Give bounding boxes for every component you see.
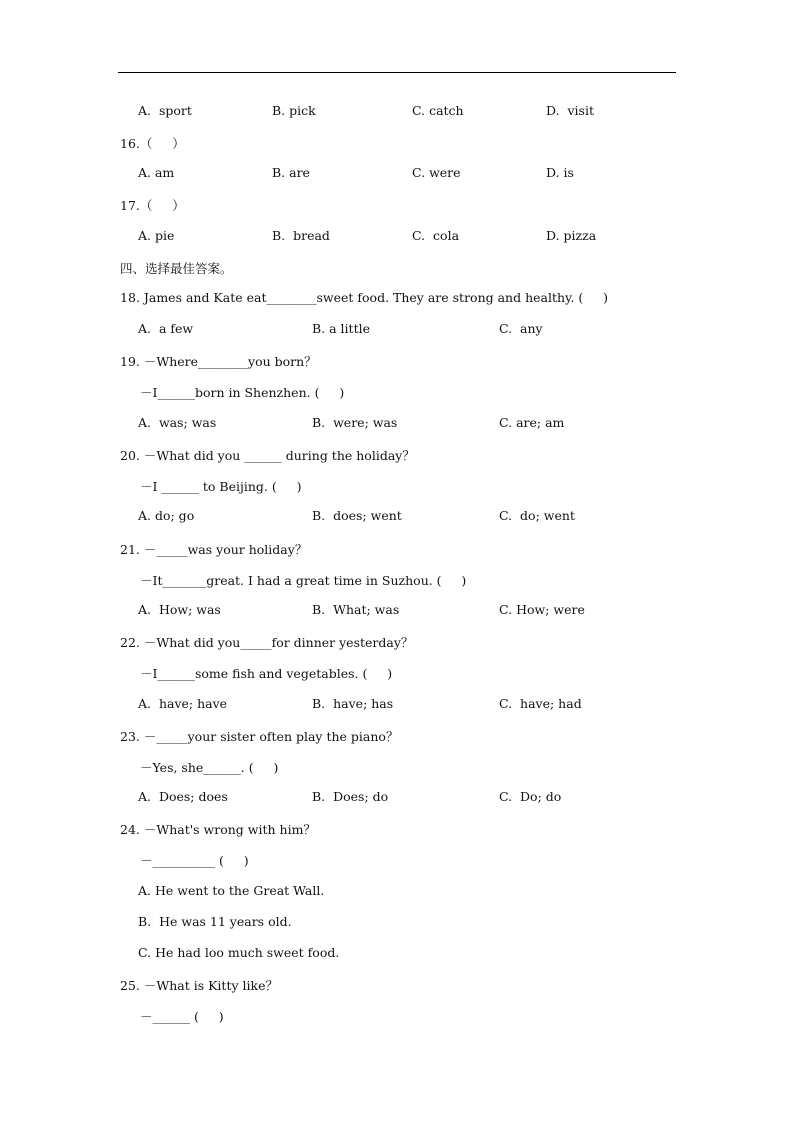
question-21-answer: －It_______great. I had a great time in Suzhou. ( ) xyxy=(140,573,467,588)
option-a: A. was; was xyxy=(138,415,217,430)
question-25-stem: 25. －What is Kitty like？ xyxy=(120,978,278,993)
option-b: B. What; was xyxy=(312,602,400,617)
option-d: D. visit xyxy=(546,103,594,118)
option-a: A. sport xyxy=(138,103,192,118)
option-c: C. cola xyxy=(412,228,460,243)
question-18-stem: 18. James and Kate eat________sweet food. They are strong and healthy. ( ) xyxy=(120,290,609,305)
option-a: A. He went to the Great Wall. xyxy=(138,883,325,898)
option-a: A. How; was xyxy=(138,602,221,617)
question-20-stem: 20. －What did you ______ during the holiday？ xyxy=(120,448,415,463)
question-23-answer: －Yes, she______. ( ) xyxy=(140,760,279,775)
option-b: B. bread xyxy=(272,228,330,243)
question-19-answer: －I______born in Shenzhen. ( ) xyxy=(140,385,345,400)
option-a: A. a few xyxy=(138,321,194,336)
option-c: C. He had loo much sweet food. xyxy=(138,945,340,960)
question-22-stem: 22. －What did you_____for dinner yesterday？ xyxy=(120,635,414,650)
option-c: C. have; had xyxy=(499,696,582,711)
option-b: B. He was 11 years old. xyxy=(138,914,292,929)
section-heading: 四、选择最佳答案。 xyxy=(120,261,233,276)
question-20-answer: －I ______ to Beijing. ( ) xyxy=(140,479,302,494)
option-a: A. pie xyxy=(138,228,175,243)
option-c: C. How; were xyxy=(499,602,585,617)
option-b: B. are xyxy=(272,165,310,180)
question-24-answer: －__________ ( ) xyxy=(140,853,249,868)
question-21-stem: 21. －_____was your holiday？ xyxy=(120,542,308,557)
question-19-stem: 19. －Where________you born？ xyxy=(120,354,317,369)
option-a: A. Does; does xyxy=(138,789,228,804)
option-c: C. are; am xyxy=(499,415,565,430)
question-17-stem: 17.（ ） xyxy=(120,198,185,213)
option-d: D. pizza xyxy=(546,228,597,243)
option-a: A. do; go xyxy=(138,508,195,523)
option-b: B. pick xyxy=(272,103,316,118)
option-b: B. a little xyxy=(312,321,370,336)
question-25-answer: －______ ( ) xyxy=(140,1009,224,1024)
question-22-answer: －I______some fish and vegetables. ( ) xyxy=(140,666,393,681)
question-16-stem: 16.（ ） xyxy=(120,136,185,151)
option-d: D. is xyxy=(546,165,574,180)
option-c: C. any xyxy=(499,321,543,336)
question-24-stem: 24. －What's wrong with him？ xyxy=(120,822,316,837)
option-c: C. catch xyxy=(412,103,464,118)
option-a: A. have; have xyxy=(138,696,228,711)
option-c: C. Do; do xyxy=(499,789,562,804)
header-rule xyxy=(118,72,676,73)
option-b: B. have; has xyxy=(312,696,394,711)
option-b: B. were; was xyxy=(312,415,398,430)
option-c: C. were xyxy=(412,165,461,180)
option-b: B. Does; do xyxy=(312,789,389,804)
option-a: A. am xyxy=(138,165,175,180)
option-c: C. do; went xyxy=(499,508,575,523)
option-b: B. does; went xyxy=(312,508,402,523)
question-23-stem: 23. －_____your sister often play the piano？ xyxy=(120,729,399,744)
